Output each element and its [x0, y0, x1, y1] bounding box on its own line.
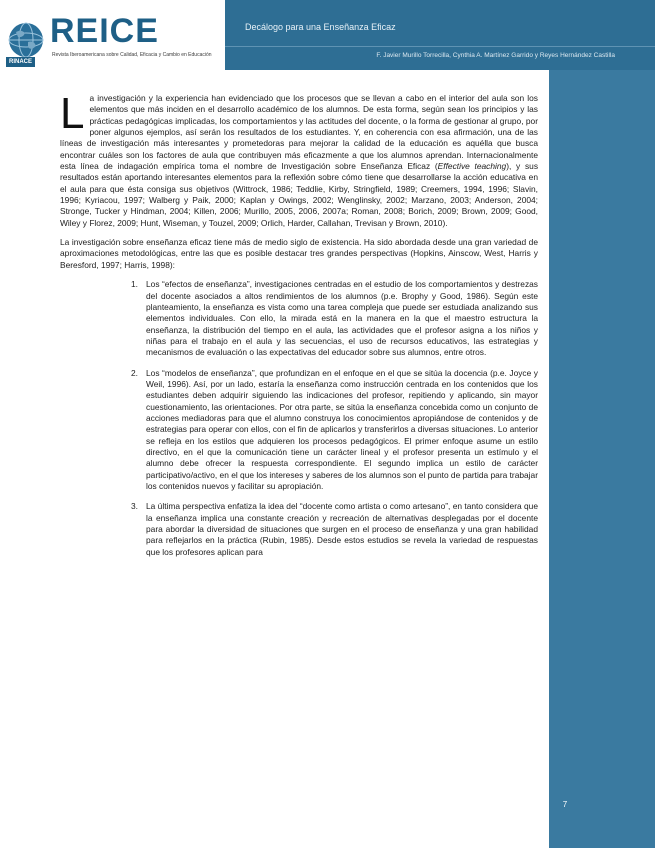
header-divider	[225, 46, 655, 47]
article-body	[60, 89, 539, 567]
list-item-number: 1.	[131, 279, 138, 290]
list-item-text: Los “efectos de enseñanza”, investigaciones centradas en el estudio de los comportamientos y destrezas del docente asociados a altos rendimientos de los alumnos (p.e. Brophy y Good, 1986). Según este planteamiento, la enseñanza es vista como una tarea compleja que puede ser estudiada analizando sus elementos individuales. Con ello, la mirada está en la manera en la que el maestro estructura la enseñanza, la distribución del tiempo en el aula, las actividades que el profesor asigna a los niños y niñas para el trabajo en el aula y las secuencias, el uso de recursos educativos, las estrategias y mecanismos de evaluación o las expectativas del educador sobre sus alumnos, entre otros.	[146, 279, 538, 358]
list-item	[60, 501, 538, 558]
paragraph-intro	[60, 89, 539, 229]
header-band	[225, 0, 655, 70]
logo-wordmark: REICE	[50, 12, 159, 50]
paragraph-intro-part1: a investigación y la experiencia han evidenciado que los procesos que se llevan a cabo en el interior del aula son los elementos que más inciden en el desarrollo académico de los alumnos. De esta forma, según sean los principios y las prácticas pedagógicas implicadas, los comportamientos y las actitudes del docente, o la forma de gestionar al grupo, por poner algunos ejemplos, así serán los resultados de los estudiantes. Y, en coherencia con esa afirmación, una de las líneas de investigación más interesantes y prometedoras para mejorar la calidad de la educación es aquélla que busca encontrar cuáles son los factores de aula que contribuyen más eficazmente a que los alumnos aprendan. Internacionalmente esta línea de indagación empírica toma el nombre de Investigación sobre Enseñanza Eficaz (	[60, 93, 538, 172]
drop-cap: L	[60, 89, 85, 138]
perspectives-list	[60, 279, 538, 558]
list-item	[60, 279, 538, 358]
list-item-number: 3.	[131, 501, 138, 512]
list-item-text: La última perspectiva enfatiza la idea del “docente como artista o como artesano”, en tanto considera que la enseñanza implica una constante creación y recreación de alternativas desplegadas por el docente para abordar la diversidad de situaciones que surgen en el proceso de enseñanza y una gran habilidad para reflejarlos en la práctica (Rubin, 1985). Desde estos estudios se revela la variedad de respuestas que los profesores aplican para	[146, 501, 538, 557]
list-item	[60, 368, 538, 493]
paragraph-perspectives: La investigación sobre enseñanza eficaz tiene más de medio siglo de existencia. Ha sido abordada desde una gran variedad de aproximaciones metodológicas, entre las que es posible destacar tres grandes perspectivas (Hopkins, Ainscow, West, Harris y Beresford, 1997; Harris, 1998):	[60, 237, 538, 270]
list-item-number: 2.	[131, 367, 138, 378]
list-item-text: Los “modelos de enseñanza”, que profundizan en el enfoque en el que se sitúa la docencia (p.e. Joyce y Weil, 1996). Así, por un lado, estaría la enseñanza como instrucción centrada en los contenidos que los estudiantes deben adquirir siguiendo las indicaciones del profesor, repitiendo y aplicando, sin mayor cuestionamiento, las orientaciones. Por otra parte, se sitúa la enseñanza concebida como un conjunto de acciones mediadoras para que el alumno construya los conocimientos apropiándose de contenidos y de estrategias para operar con ellos, con el fin de aplicarlos y transferirlos a diversas situaciones. Lo anterior se refleja en los estilos que adquieren los procesos pedagógicos. El primer enfoque asume un estilo directivo, en el que la comunicación tiene un carácter lineal y el profesor presenta un estímulo y el alumno debe ofrecer la respuesta correspondiente. El segundo implica un estilo de carácter participativo/activo, en el que los intereses y saberes de los alumnos son el punto de partida para trabajar los contenidos nuevos y facilitar su apropiación.	[146, 367, 538, 491]
page-number: 7	[562, 800, 568, 809]
paragraph-intro-italic: Effective teaching	[437, 161, 507, 172]
journal-logo	[0, 0, 225, 70]
globe-icon	[6, 20, 46, 60]
running-authors: F. Javier Murillo Torrecilla, Cynthia A. Martínez Garrido y Reyes Hernández Castilla	[376, 52, 615, 59]
rinace-badge: RINACE	[6, 57, 35, 67]
paragraph-intro-part2: ), y sus resultados están aportando interesantes elementos para la reflexión sobre cómo tiene que desarrollarse la acción educativa en el aula para que ésta consiga sus objetivos (Wittrock, 1986; Teddlie, Kirby, Stringfield, 1989; Creemers, 1994, 1996; Slavin, 1996; Kyriacou, 1997; Walberg y Paik, 2000; Kaplan y Owings, 2002; Wenglinsky, 2002; Marzano, 2003; Anderson, 2004; Stronge, Tucker y Hindman, 2004; Killen, 2006; Murillo, 2005, 2006, 2007a; Roman, 2008; Borich, 2009; Brown, 2009; Good, Wiley y Florez, 2009; Hunt, Wiseman, y Touzel, 2009; Orlich, Harder, Callahan, Trevisan y Brown, 2010).	[60, 161, 539, 228]
sidebar-strip	[549, 70, 655, 848]
running-title: Decálogo para una Enseñanza Eficaz	[245, 22, 396, 32]
logo-subtitle: Revista Iberoamericana sobre Calidad, Eficacia y Cambio en Educación	[52, 52, 212, 58]
